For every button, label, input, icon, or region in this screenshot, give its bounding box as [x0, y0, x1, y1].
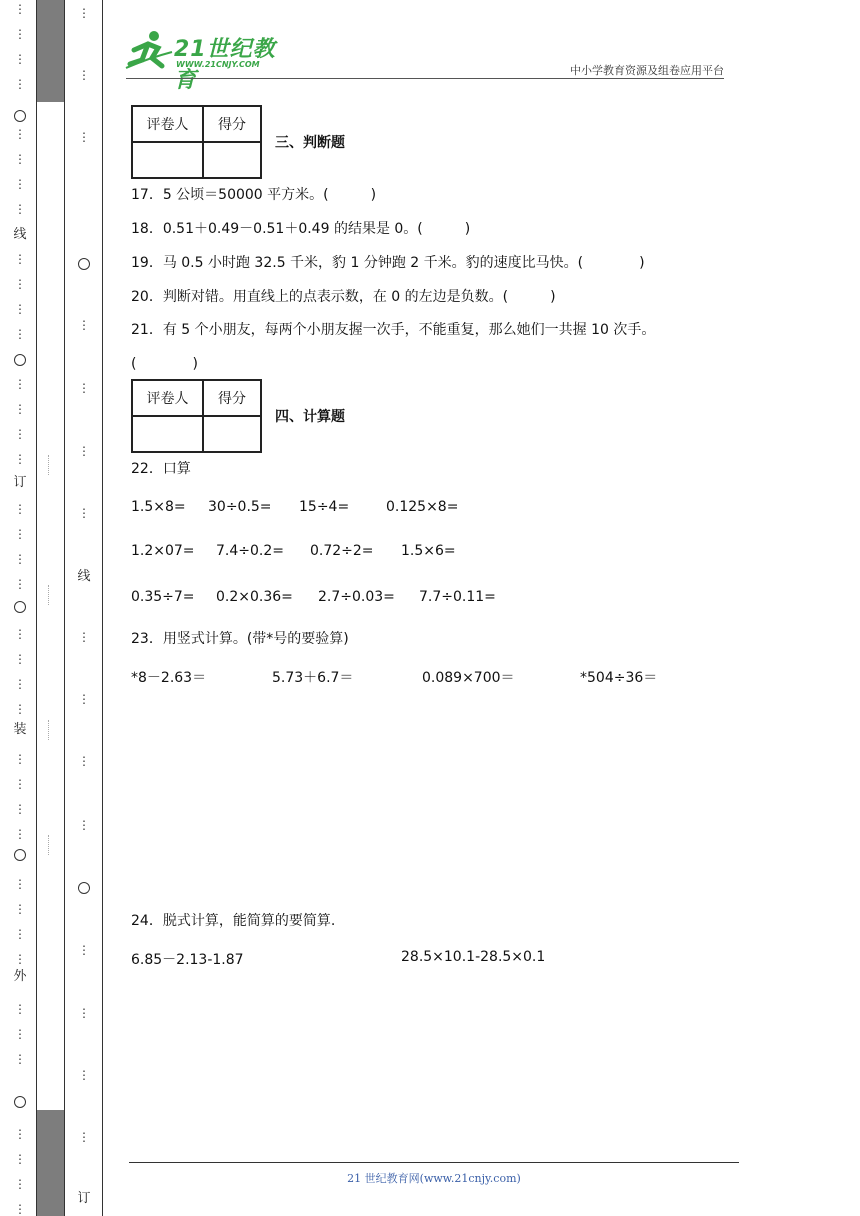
- binding-dots: ⋮: [14, 652, 26, 666]
- binding-label-ding: 订: [13, 475, 27, 490]
- binding-dots: ⋮: [78, 1006, 90, 1020]
- binding-dots: ⋮: [14, 377, 26, 391]
- score-cell-score[interactable]: [203, 416, 261, 452]
- binding-dots: ⋮: [78, 1068, 90, 1082]
- binding-dots: ⋮: [14, 1152, 26, 1166]
- binding-dots: ⋮: [14, 152, 26, 166]
- binding-dots: ⋮: [78, 818, 90, 832]
- binding-label-zhuang: 装: [13, 722, 27, 737]
- binding-dots: ⋮: [14, 1052, 26, 1066]
- binding-dots: ⋮: [78, 754, 90, 768]
- binding-dots: ⋮: [14, 402, 26, 416]
- question-20: 20．判断对错。用直线上的点表示数，在 0 的左边是负数。( ): [131, 289, 556, 305]
- footer-rule: [129, 1162, 739, 1163]
- binding-dots: ⋮: [14, 1027, 26, 1041]
- logo-text: 21世纪教育: [174, 37, 276, 93]
- question-23: 23．用竖式计算。(带*号的要验算): [131, 631, 349, 647]
- oral-item: 15÷4=: [299, 499, 350, 515]
- question-22: 22．口算: [131, 461, 191, 477]
- header-rule: [126, 78, 724, 79]
- binding-circle-3: [14, 601, 26, 613]
- platform-label: 中小学教育资源及组卷应用平台: [570, 64, 724, 77]
- binding-dots: ⋮: [14, 427, 26, 441]
- oral-item: 2.7÷0.03=: [318, 589, 395, 605]
- binding-dots: ⋮: [14, 77, 26, 91]
- score-col-score: 得分: [203, 380, 261, 416]
- score-cell-grader[interactable]: [132, 142, 203, 178]
- score-cell-score[interactable]: [203, 142, 261, 178]
- binding-circle-inner-1: [78, 258, 90, 270]
- binding-dots: ⋮: [14, 902, 26, 916]
- binding-dots: ⋮: [14, 827, 26, 841]
- score-col-score: 得分: [203, 106, 261, 142]
- binding-dots: ⋮: [14, 952, 26, 966]
- section-title-calculation: 四、计算题: [275, 409, 345, 425]
- binding-dots: ⋮: [78, 506, 90, 520]
- stepwise-item: 6.85－2.13-1.87: [131, 952, 244, 968]
- binding-dots: ⋮: [78, 692, 90, 706]
- oral-item: 0.2×0.36=: [216, 589, 293, 605]
- faint-mark: [48, 585, 53, 605]
- faint-mark: [48, 720, 53, 740]
- vertical-item: 5.73＋6.7＝: [272, 670, 354, 686]
- oral-item: 1.5×8=: [131, 499, 186, 515]
- binding-dots: ⋮: [78, 68, 90, 82]
- oral-item: 7.4÷0.2=: [216, 543, 284, 559]
- binding-dots: ⋮: [14, 2, 26, 16]
- faint-mark: [48, 835, 53, 855]
- footer-text: 21 世纪教育网(www.21cnjy.com): [347, 1172, 521, 1185]
- binding-dots: ⋮: [14, 802, 26, 816]
- binding-circle-1: [14, 110, 26, 122]
- oral-item: 0.72÷2=: [310, 543, 374, 559]
- binding-dots: ⋮: [14, 752, 26, 766]
- binding-label-xian: 线: [13, 227, 27, 242]
- question-18: 18．0.51＋0.49－0.51＋0.49 的结果是 0。( ): [131, 221, 471, 237]
- binding-dots: ⋮: [78, 381, 90, 395]
- vertical-item: *8－2.63＝: [131, 670, 207, 686]
- site-logo: [124, 28, 294, 93]
- binding-dots: ⋮: [14, 702, 26, 716]
- oral-item: 0.35÷7=: [131, 589, 195, 605]
- binding-dots: ⋮: [14, 552, 26, 566]
- binding-dots: ⋮: [14, 327, 26, 341]
- binding-dots: ⋮: [14, 877, 26, 891]
- question-21-answer: ( ): [131, 356, 198, 372]
- binding-dots: ⋮: [14, 777, 26, 791]
- question-17: 17．5 公顷＝50000 平方米。( ): [131, 187, 377, 203]
- binding-dots: ⋮: [14, 1202, 26, 1216]
- binding-circle-inner-2: [78, 882, 90, 894]
- score-table-1: [131, 105, 262, 179]
- binding-dots: ⋮: [14, 177, 26, 191]
- binding-dots: ⋮: [14, 502, 26, 516]
- binding-circle-4: [14, 849, 26, 861]
- oral-item: 1.5×6=: [401, 543, 456, 559]
- binding-dots: ⋮: [14, 1127, 26, 1141]
- oral-item: 30÷0.5=: [208, 499, 272, 515]
- binding-dots: ⋮: [78, 318, 90, 332]
- logo-url: WWW.21CNJY.COM: [176, 60, 260, 69]
- question-24: 24．脱式计算，能简算的要简算.: [131, 913, 336, 929]
- binding-dots: ⋮: [14, 927, 26, 941]
- vertical-item: 0.089×700＝: [422, 670, 515, 686]
- binding-dots: ⋮: [14, 252, 26, 266]
- binding-label-inner-xian: 线: [77, 569, 91, 584]
- binding-dots: ⋮: [14, 302, 26, 316]
- binding-dots: ⋮: [14, 127, 26, 141]
- stepwise-item: 28.5×10.1-28.5×0.1: [401, 949, 546, 965]
- binding-dots: ⋮: [14, 627, 26, 641]
- faint-mark: [48, 455, 53, 475]
- binding-dots: ⋮: [14, 52, 26, 66]
- binding-dots: ⋮: [14, 577, 26, 591]
- binding-dots: ⋮: [14, 277, 26, 291]
- binding-dots: ⋮: [78, 130, 90, 144]
- score-table-2: [131, 379, 262, 453]
- oral-item: 1.2×07=: [131, 543, 195, 559]
- binding-dots: ⋮: [78, 6, 90, 20]
- score-col-grader: 评卷人: [132, 106, 203, 142]
- question-21: 21．有 5 个小朋友，每两个小朋友握一次手，不能重复，那么她们一共握 10 次手。: [131, 322, 656, 338]
- score-cell-grader[interactable]: [132, 416, 203, 452]
- binding-dots: ⋮: [78, 444, 90, 458]
- binding-dots: ⋮: [14, 1002, 26, 1016]
- binding-dots: ⋮: [14, 27, 26, 41]
- binding-dots: ⋮: [78, 630, 90, 644]
- binding-dots: ⋮: [14, 527, 26, 541]
- binding-dots: ⋮: [78, 1130, 90, 1144]
- score-col-grader: 评卷人: [132, 380, 203, 416]
- binding-dots: ⋮: [14, 452, 26, 466]
- binding-dots: ⋮: [78, 943, 90, 957]
- binding-dots: ⋮: [14, 202, 26, 216]
- binding-dots: ⋮: [14, 1177, 26, 1191]
- section-title-judgement: 三、判断题: [275, 135, 345, 151]
- runner-icon: [124, 28, 174, 72]
- question-19: 19．马 0.5 小时跑 32.5 千米，豹 1 分钟跑 2 千米。豹的速度比马快。( ): [131, 255, 645, 271]
- oral-item: 0.125×8=: [386, 499, 459, 515]
- oral-item: 7.7÷0.11=: [419, 589, 496, 605]
- vertical-item: *504÷36＝: [580, 670, 658, 686]
- binding-label-wai: 外: [13, 969, 27, 984]
- binding-dots: ⋮: [14, 677, 26, 691]
- binding-circle-5: [14, 1096, 26, 1108]
- binding-label-inner-ding: 订: [77, 1191, 91, 1206]
- binding-circle-2: [14, 354, 26, 366]
